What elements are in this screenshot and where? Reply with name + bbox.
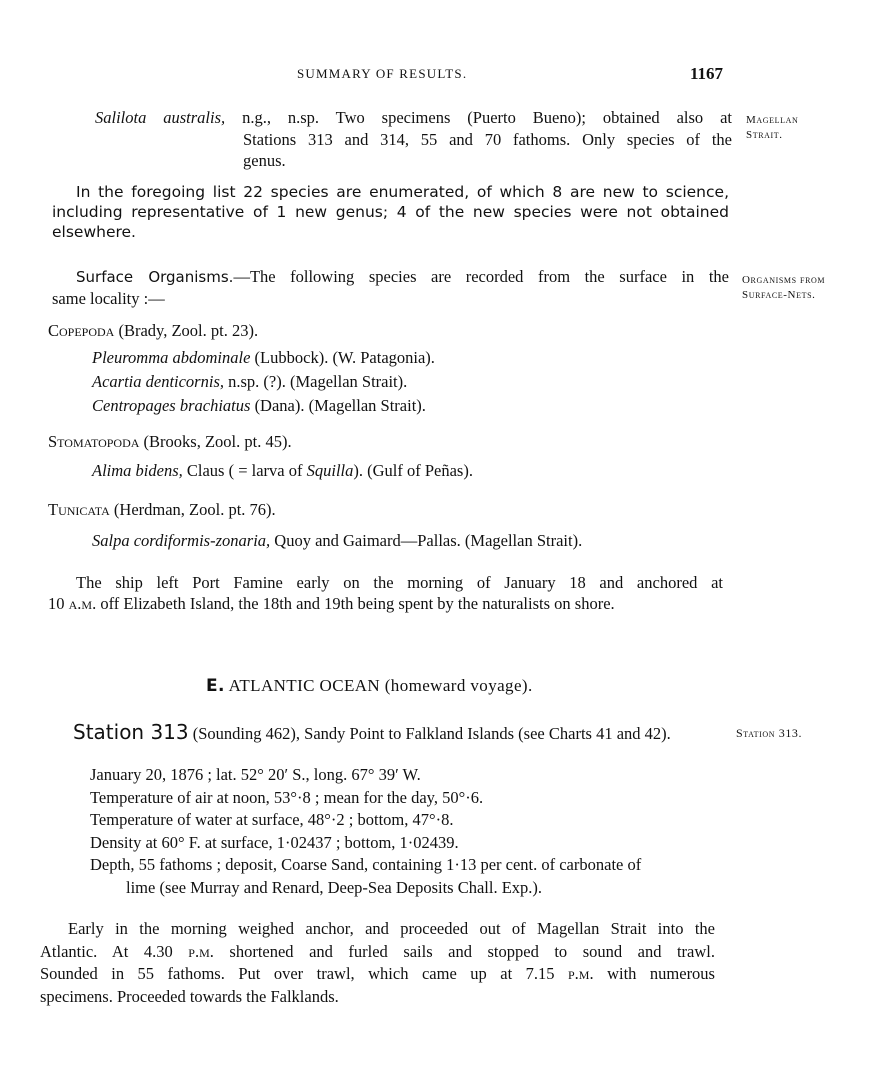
salilota-line-2: Stations 313 and 314, 55 and 70 fathoms. Only species of the: [243, 130, 732, 149]
species-name: Acartia denticornis,: [92, 372, 224, 391]
species-line: Alima bidens, Claus ( = larva of Squilla). (Gulf of Peñas).: [92, 461, 473, 480]
detail-line: Density at 60° F. at surface, 1·02437 ; bottom, 1·02439.: [90, 832, 459, 852]
detail-line: Temperature of air at noon, 53°·8 ; mean for the day, 50°·6.: [90, 787, 484, 807]
running-head: SUMMARY OF RESULTS.: [297, 66, 468, 81]
group-heading-tunicata: Tunicata (Herdman, Zool. pt. 76).: [48, 500, 276, 519]
detail-line: January 20, 1876 ; lat. 52° 20′ S., long. 67° 39′ W.: [90, 765, 421, 784]
page-number: 1167: [690, 64, 724, 83]
species-line: Salpa cordiformis-zonaria, Quoy and Gaimard—Pallas. (Magellan Strait).: [92, 531, 583, 550]
species-name: Centropages brachiatus: [92, 396, 251, 415]
station-details: [90, 764, 641, 899]
station-heading: Station 313 (Sounding 462), Sandy Point to Falkland Islands (see Charts 41 and 42).: [73, 720, 671, 744]
salilota-line-3: genus.: [243, 151, 286, 170]
species-line: Centropages brachiatus (Dana). (Magellan Strait).: [92, 396, 426, 415]
detail-line: Temperature of water at surface, 48°·2 ; bottom, 47°·8.: [90, 810, 454, 829]
surface-organisms-paragraph: Surface Organisms.—The following species are recorded from the surface in the same locality :—: [52, 267, 729, 308]
surface-organisms-heading: Surface Organisms.: [76, 268, 234, 286]
species-name: Pleuromma abdominale: [92, 348, 251, 367]
species-line: Pleuromma abdominale (Lubbock). (W. Patagonia).: [92, 348, 435, 367]
salilota-line-1: Salilota australis, n.g., n.sp. Two specimens (Puerto Bueno); obtained also at: [95, 108, 733, 127]
final-paragraph: Early in the morning weighed anchor, and proceeded out of Magellan Strait into the Atlantic. At 4.30 p.m. shortened and furled sails and stopped to sound and trawl. Sounded in 55 fathoms. Put over trawl, which came up at 7.15 p.m. with numerous specimens. Proceeded towards the Falklands.: [40, 919, 715, 1006]
species-line: Acartia denticornis, n.sp. (?). (Magellan Strait).: [92, 372, 408, 391]
station-label: Station 313: [73, 720, 189, 744]
detail-line: lime (see Murray and Renard, Deep-Sea Deposits Chall. Exp.).: [126, 877, 543, 897]
group-heading-stomatopoda: Stomatopoda (Brooks, Zool. pt. 45).: [48, 432, 292, 451]
species-name-salilota: Salilota australis,: [95, 108, 226, 127]
margin-note-magellan: Magellan Strait.: [746, 114, 799, 141]
margin-note-surface-nets: Organisms from Surface-Nets.: [742, 274, 826, 301]
summary-paragraph: In the foregoing list 22 species are enumerated, of which 8 are new to science, including representative of 1 new genus; 4 of the new species were not obtained elsewhere.: [52, 183, 729, 241]
species-name: Alima bidens,: [92, 461, 183, 480]
species-name: Salpa cordiformis-zonaria,: [92, 531, 271, 550]
port-famine-paragraph: The ship left Port Famine early on the morning of January 18 and anchored at 10 a.m. off Elizabeth Island, the 18th and 19th being spent by the naturalists on shore.: [48, 573, 723, 613]
margin-note-station: Station 313.: [736, 726, 803, 740]
detail-line: Depth, 55 fathoms ; deposit, Coarse Sand, containing 1·13 per cent. of carbonate of: [90, 855, 642, 874]
section-heading: E. ATLANTIC OCEAN (homeward voyage).: [206, 676, 533, 696]
group-heading-copepoda: Copepoda (Brady, Zool. pt. 23).: [48, 321, 259, 340]
